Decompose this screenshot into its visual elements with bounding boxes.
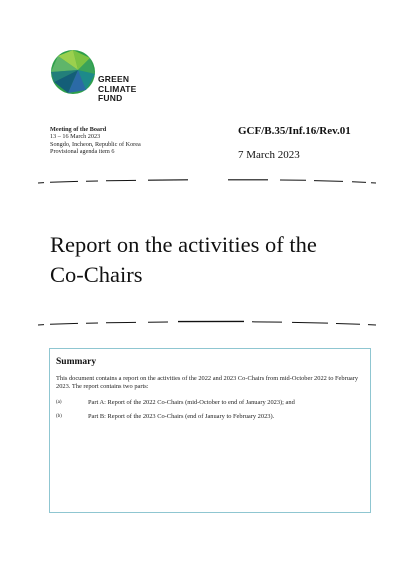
logo-wordmark xyxy=(98,75,137,104)
meeting-name: Meeting of the Board xyxy=(50,126,107,133)
document-title xyxy=(50,230,380,290)
title-line-1: Report on the activities of the xyxy=(50,232,317,257)
list-item-label: (b) xyxy=(56,413,62,419)
list-item-label: (a) xyxy=(56,399,62,405)
summary-box xyxy=(49,348,371,513)
globe-icon xyxy=(51,50,95,94)
list-item-text: Part A: Report of the 2022 Co-Chairs (mid-October to end of January 2023); and xyxy=(88,399,295,406)
title-line-2: Co-Chairs xyxy=(50,262,143,287)
top-divider xyxy=(38,178,376,184)
meeting-location: Songdo, Incheon, Republic of Korea xyxy=(50,140,141,148)
summary-heading: Summary xyxy=(56,357,97,367)
meeting-dates: 13 – 16 March 2023 xyxy=(50,133,101,141)
document-number: GCF/B.35/Inf.16/Rev.01 xyxy=(238,125,351,137)
bottom-divider xyxy=(38,320,376,326)
list-item-text: Part B: Report of the 2023 Co-Chairs (end of January to February 2023). xyxy=(88,413,275,420)
summary-intro: This document contains a report on the activities of the 2022 and 2023 Co-Chairs from mid-October 2022 to February 2023. The report contains two parts: xyxy=(56,375,359,391)
agenda-item: Provisional agenda item 6 xyxy=(50,148,115,156)
logo-line-fund: FUND xyxy=(98,93,123,103)
logo-line-green: GREEN xyxy=(98,74,130,84)
meeting-info xyxy=(50,126,141,156)
logo-line-climate: CLIMATE xyxy=(98,83,137,94)
document-date: 7 March 2023 xyxy=(238,149,300,161)
